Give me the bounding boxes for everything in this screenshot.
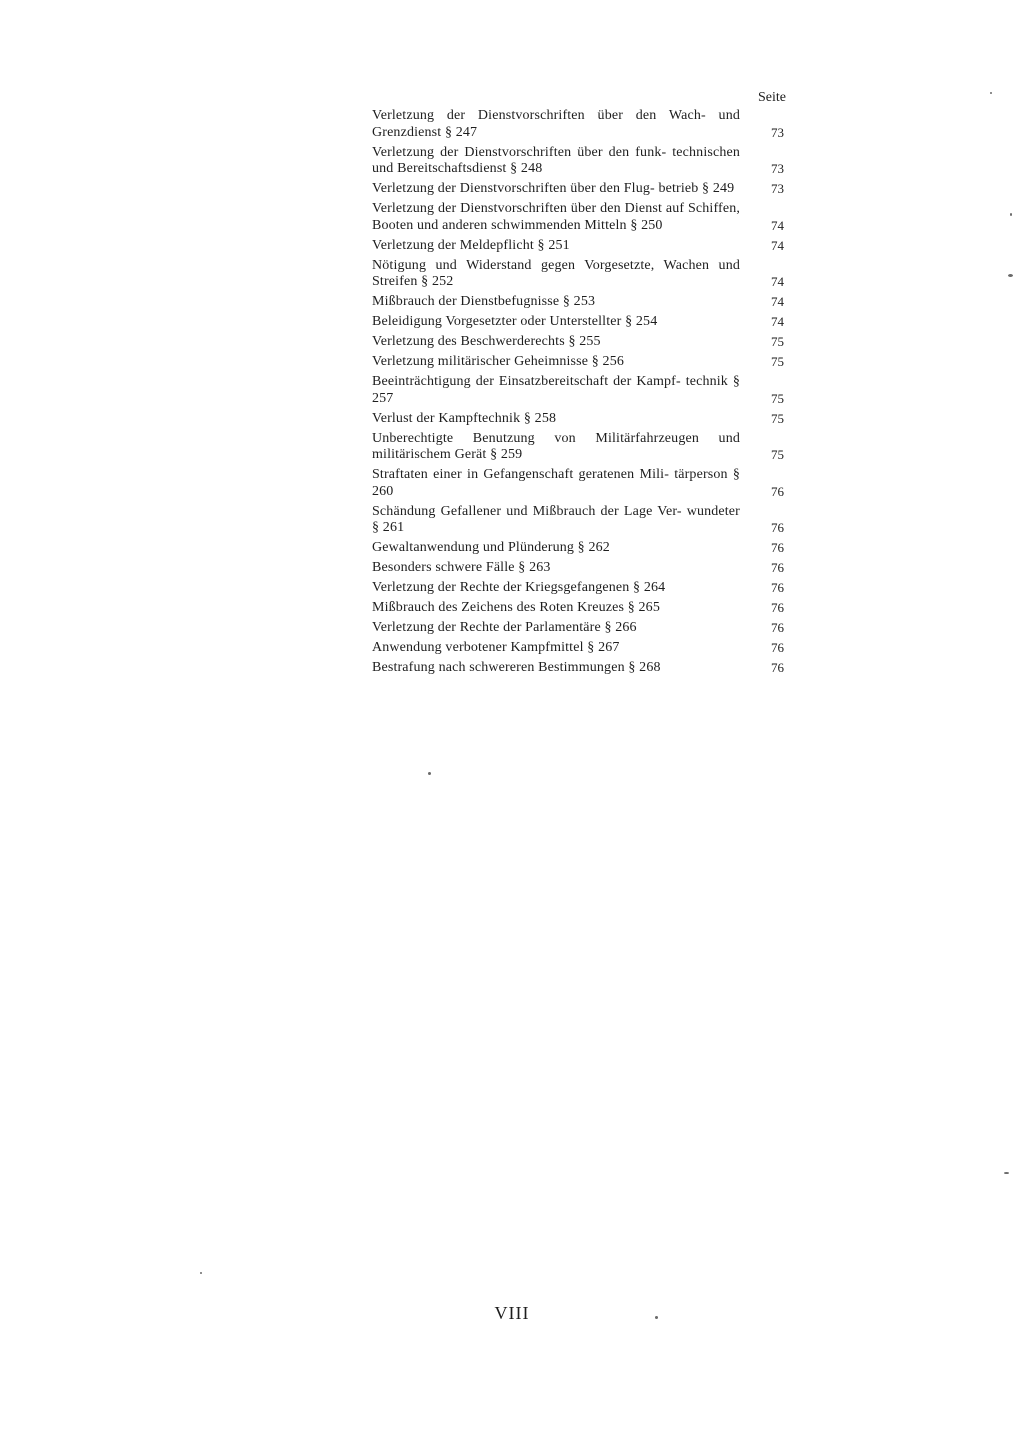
toc-entry-title: Beeinträchtigung der Einsatzbereitschaft der Kampf- technik § 257 [372, 374, 740, 406]
page-column-header: Seite [758, 90, 786, 105]
toc-entry [372, 660, 788, 677]
toc-entry-page: 76 [771, 540, 784, 555]
toc-entry [372, 201, 788, 234]
toc-entry-page: 74 [771, 294, 784, 309]
toc-entry-title: Verletzung der Rechte der Parlamentäre § 266 [372, 620, 637, 635]
scan-speck [428, 772, 431, 775]
toc-entry [372, 258, 788, 291]
toc-entry-title: Besonders schwere Fälle § 263 [372, 560, 551, 575]
toc-entry [372, 467, 788, 500]
toc-entry-page: 74 [771, 237, 784, 253]
toc-entry-title: Nötigung und Widerstand gegen Vorgesetzte, Wachen und Streifen § 252 [372, 257, 740, 289]
toc-entry-title: Mißbrauch des Zeichens des Roten Kreuzes § 265 [372, 600, 660, 615]
toc-entry [372, 145, 788, 178]
toc-entry [372, 431, 788, 464]
toc-entry-title: Gewaltanwendung und Plünderung § 262 [372, 540, 610, 555]
toc-entry-title: Verletzung der Dienstvorschriften über den Wach- und Grenzdienst § 247 [372, 108, 740, 140]
toc-entry-page: 76 [771, 483, 784, 499]
toc-entry-title: Verlust der Kampftechnik § 258 [372, 410, 557, 426]
toc-entry [372, 108, 788, 141]
toc-entry [372, 181, 788, 198]
toc-entry-title: Verletzung der Dienstvorschriften über den funk- technischen und Bereitschaftsdienst § 248 [372, 144, 740, 176]
toc-entry-page: 73 [771, 124, 784, 140]
scan-speck [1008, 274, 1013, 277]
toc-entry [372, 540, 788, 557]
toc-entry-title: Mißbrauch der Dienstbefugnisse § 253 [372, 294, 596, 309]
scan-speck [990, 92, 992, 94]
toc-entry-page: 76 [771, 620, 784, 635]
toc-entry-page: 75 [771, 354, 784, 369]
toc-entry [372, 504, 788, 537]
toc-entry [372, 314, 788, 331]
toc-entry-page: 75 [771, 410, 784, 426]
toc-entry-title: Unberechtigte Benutzung von Militärfahrzeugen und militärischem Gerät § 259 [372, 430, 740, 462]
scan-speck [200, 1272, 202, 1274]
toc-entry [372, 374, 788, 407]
toc-entry-title: Anwendung verbotener Kampfmittel § 267 [372, 640, 620, 655]
toc-entry [372, 620, 788, 637]
toc-entry [372, 411, 788, 428]
toc-entry-page: 76 [771, 520, 784, 535]
toc-entry-title: Verletzung der Rechte der Kriegsgefangenen § 264 [372, 580, 666, 595]
toc-entry-page: 76 [771, 580, 784, 595]
toc-entry [372, 560, 788, 577]
toc-entry-title: Verletzung der Meldepflicht § 251 [372, 237, 570, 253]
toc-entry-page: 73 [771, 161, 784, 176]
toc-entry [372, 640, 788, 657]
toc-entry [372, 600, 788, 617]
toc-entry [372, 354, 788, 371]
scan-speck [655, 1316, 658, 1319]
toc-entry-title: Schändung Gefallener und Mißbrauch der Lage Ver- wundeter § 261 [372, 503, 740, 535]
toc-entry-title: Verletzung militärischer Geheimnisse § 256 [372, 354, 625, 369]
toc-entry-page: 76 [771, 640, 784, 655]
toc-entry-title: Verletzung der Dienstvorschriften über den Flug- betrieb § 249 [372, 181, 735, 196]
toc-entry-title: Beleidigung Vorgesetzter oder Unterstellter § 254 [372, 314, 658, 329]
toc-entry [372, 334, 788, 351]
toc-entry-page: 75 [771, 390, 784, 406]
toc-entry [372, 238, 788, 255]
toc-entry-page: 76 [771, 560, 784, 575]
toc-entry-title: Straftaten einer in Gefangenschaft geratenen Mili- tärperson § 260 [372, 467, 740, 499]
toc-entry-title: Verletzung des Beschwerderechts § 255 [372, 334, 601, 349]
toc-entry [372, 294, 788, 311]
table-of-contents [372, 88, 788, 680]
toc-entry-page: 76 [771, 660, 784, 675]
page-number: VIII [494, 1303, 530, 1323]
toc-entry-page: 75 [771, 447, 784, 462]
toc-entry [372, 580, 788, 597]
toc-entry-page: 75 [771, 334, 784, 349]
toc-entry-title: Bestrafung nach schwereren Bestimmungen § 268 [372, 660, 661, 675]
toc-entry-page: 74 [771, 274, 784, 289]
toc-entry-page: 76 [771, 600, 784, 615]
toc-entry-title: Verletzung der Dienstvorschriften über den Dienst auf Schiffen, Booten und anderen schwimmenden Mitteln § 250 [372, 201, 740, 233]
scan-speck [1010, 213, 1012, 216]
scan-speck [1004, 1172, 1009, 1174]
toc-entry-page: 73 [771, 181, 784, 196]
toc-entry-page: 74 [771, 217, 784, 233]
toc-entry-page: 74 [771, 314, 784, 329]
